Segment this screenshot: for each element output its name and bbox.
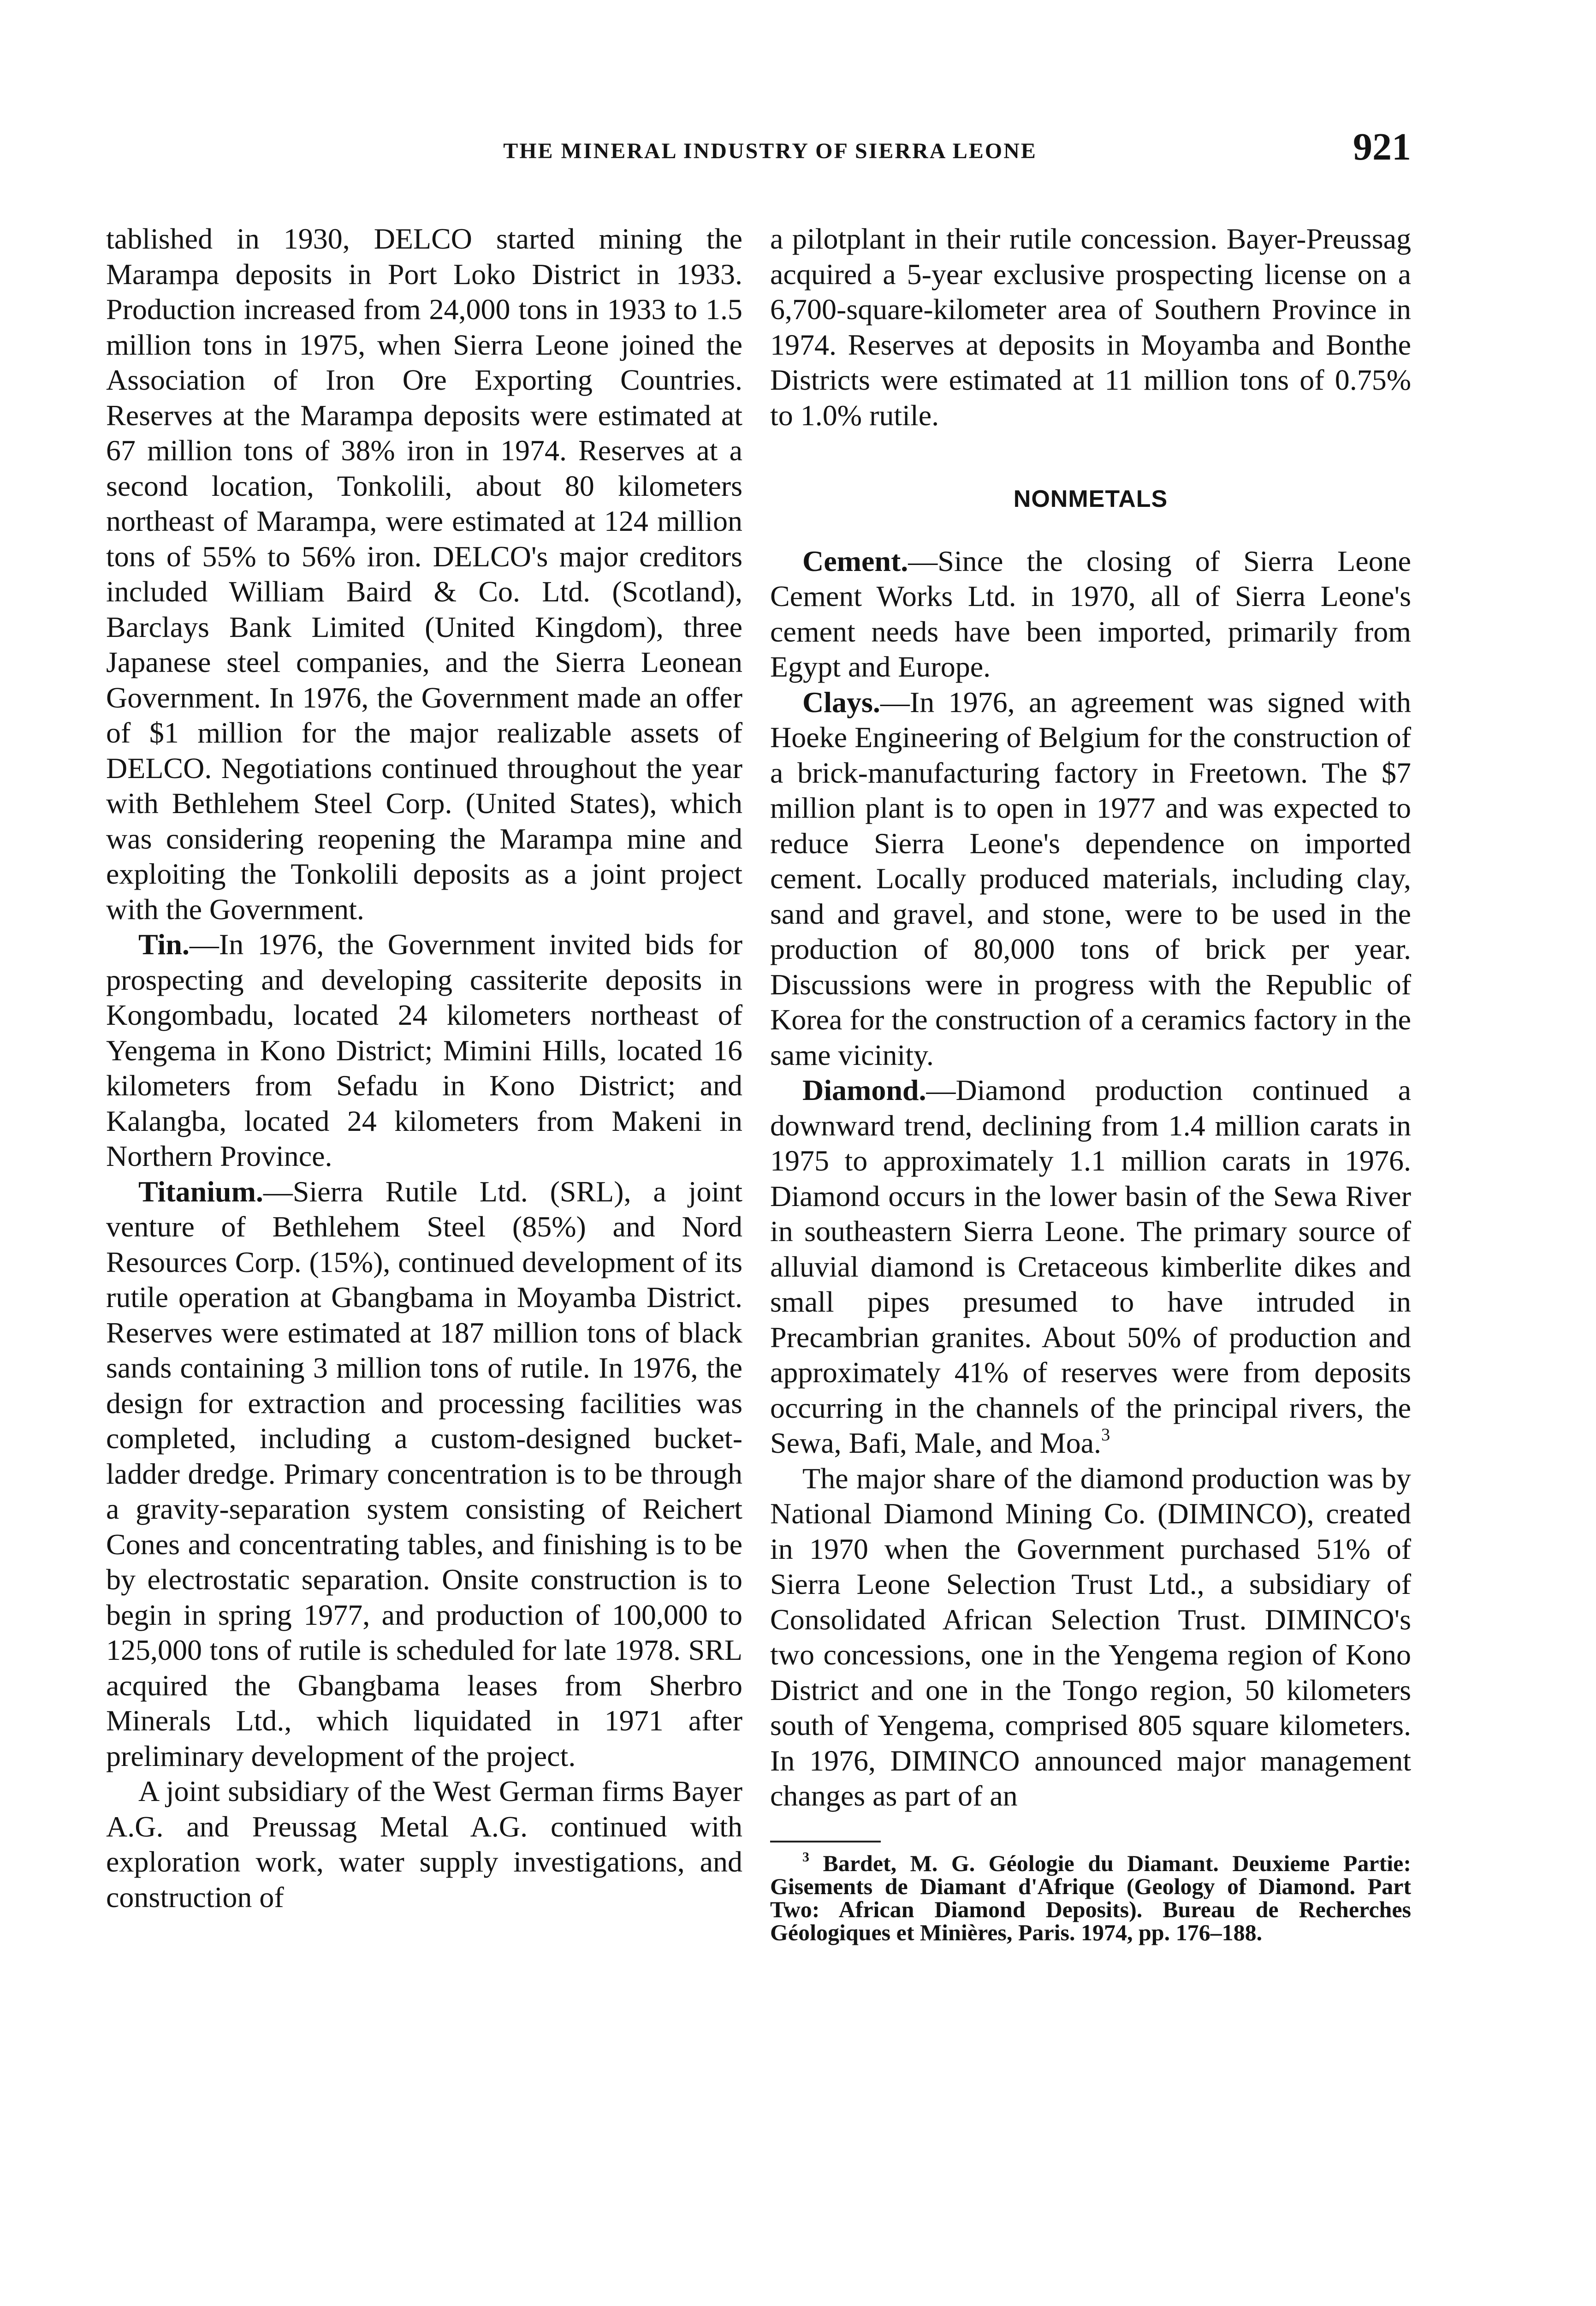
running-title: THE MINERAL INDUSTRY OF SIERRA LEONE xyxy=(503,139,1037,163)
paragraph-pilotplant: a pilotplant in their rutile concession. Bayer-Preussag acquired a 5-year exclusive prospecting license on a 6,700-square-kilometer area of Southern Province in 1974. Reserves at deposits in Moyamba and Bonthe Districts were estimated at 11 million tons of 0.75% to 1.0% rutile. xyxy=(770,222,1411,432)
diamond-heading: Diamond. xyxy=(802,1074,926,1106)
page-number: 921 xyxy=(1353,125,1411,168)
paragraph-bayer-preussag: A joint subsidiary of the West German firms Bayer A.G. and Preussag Metal A.G. continued with exploration work, water supply investigations, and construction of xyxy=(106,1775,742,1914)
footnote-rule xyxy=(770,1841,881,1842)
tin-heading: Tin. xyxy=(138,928,190,961)
left-column xyxy=(106,221,742,1915)
titanium-heading: Titanium. xyxy=(138,1175,263,1208)
paragraph-diminco: The major share of the diamond production was by National Diamond Mining Co. (DIMINCO), created in 1970 when the Government purchased 51% of Sierra Leone Selection Trust Ltd., a subsidiary of Consolidated African Selection Trust. DIMINCO's two concessions, one in the Yengema region of Kono District and one in the Tongo region, 50 kilometers south of Yengema, comprised 805 square kilometers. In 1976, DIMINCO announced major management changes as part of an xyxy=(770,1462,1411,1812)
paragraph-titanium xyxy=(106,1174,742,1774)
paragraph-diamond xyxy=(770,1073,1411,1461)
section-heading-nonmetals: NONMETALS xyxy=(1013,486,1168,512)
paragraph-cement xyxy=(770,544,1411,685)
clays-text: —In 1976, an agreement was signed with Hoeke Engineering of Belgium for the construction of a brick-manufacturing factory in Freetown. The $7 million plant is to open in 1977 and was expected to reduce Sierra Leone's dependence on imported cement. Locally produced materials, including clay, sand and gravel, and stone, were to be used in the production of 80,000 tons of brick per year. Discussions were in progress with the Republic of Korea for the construction of a ceramics factory in the same vicinity. xyxy=(770,685,1411,1071)
footnote-text: Bardet, M. G. Géologie du Diamant. Deuxieme Partie: Gisements de Diamant d'Afrique (Geology of Diamond. Part Two: African Diamond Deposits). Bureau de Recherches Géologiques et Minières, Paris. 1974, pp. 176–188. xyxy=(770,1850,1412,1945)
paragraph-clays xyxy=(770,685,1411,1073)
paragraph-tin xyxy=(106,927,742,1174)
footnote xyxy=(770,1849,1412,1945)
paragraph-delco: tablished in 1930, DELCO started mining the Marampa deposits in Port Loko District in 1933. Production increased from 24,000 tons in 1933 to 1.5 million tons in 1975, when Sierra Leone joined the Association of Iron Ore Exporting Countries. Reserves at the Marampa deposits were estimated at 67 million tons of 38% iron in 1974. Reserves at a second location, Tonkolili, about 80 kilometers northeast of Marampa, were estimated at 124 million tons of 55% to 56% iron. DELCO's major creditors included William Baird & Co. Ltd. (Scotland), Barclays Bank Limited (United Kingdom), three Japanese steel companies, and the Sierra Leonean Government. In 1976, the Government made an offer of $1 million for the major realizable assets of DELCO. Negotiations continued throughout the year with Bethlehem Steel Corp. (United States), which was considering reopening the Marampa mine and exploiting the Tonkolili deposits as a joint project with the Government. xyxy=(106,222,742,926)
titanium-text: —Sierra Rutile Ltd. (SRL), a joint venture of Bethlehem Steel (85%) and Nord Resources Corp. (15%), continued development of its rutile operation at Gbangbama in Moyamba District. Reserves were estimated at 187 million tons of black sands containing 3 million tons of rutile. In 1976, the design for extraction and processing facilities was completed, including a custom-designed bucket-ladder dredge. Primary concentration is to be through a gravity-separation system consisting of Reichert Cones and concentrating tables, and finishing is to be by electrostatic separation. Onsite construction is to begin in spring 1977, and production of 100,000 to 125,000 tons of rutile is scheduled for late 1978. SRL acquired the Gbangbama leases from Sherbro Minerals Ltd., which liquidated in 1971 after preliminary development of the project. xyxy=(106,1175,742,1772)
tin-text: —In 1976, the Government invited bids for prospecting and developing cassiterite deposits in Kongombadu, located 24 kilometers northeast of Yengema in Kono District; Mimini Hills, located 16 kilometers from Sefadu in Kono District; and Kalangba, located 24 kilometers from Makeni in Northern Province. xyxy=(106,928,742,1172)
right-column xyxy=(770,221,1411,1944)
cement-heading: Cement. xyxy=(802,544,908,577)
cement-text: —Since the closing of Sierra Leone Cement Works Ltd. in 1970, all of Sierra Leone's cement needs have been imported, primarily from Egypt and Europe. xyxy=(770,544,1411,683)
footnote-number: 3 xyxy=(802,1849,809,1865)
diamond-text: —Diamond production continued a downward trend, declining from 1.4 million carats in 1975 to approximately 1.1 million carats in 1976. Diamond occurs in the lower basin of the Sewa River in southeastern Sierra Leone. The primary source of alluvial diamond is Cretaceous kimberlite dikes and small pipes presumed to have intruded in Precambrian granites. About 50% of production and approximately 41% of reserves were from deposits occurring in the channels of the principal rivers, the Sewa, Bafi, Male, and Moa. xyxy=(770,1074,1411,1459)
footnote-marker: 3 xyxy=(1101,1425,1110,1445)
clays-heading: Clays. xyxy=(802,685,880,719)
